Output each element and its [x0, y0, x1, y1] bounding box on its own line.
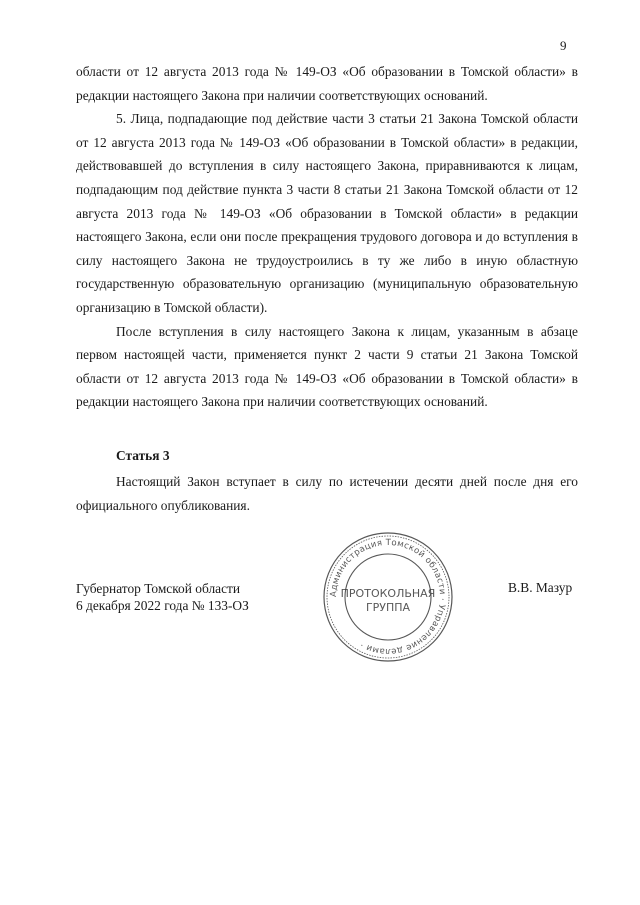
signature-block	[76, 580, 249, 614]
law-body-text	[76, 60, 578, 414]
seal-center-line-2: ГРУППА	[365, 601, 411, 614]
paragraph-item-5: 5. Лица, подпадающие под действие части 3 статьи 21 Закона Томской области от 12 августа 2013 года № 149-ОЗ «Об образовании в Томской области» в редакции, действовавшей до вступления в силу настоящего Закона, приравниваются к лицам, подпадающим под действие пункта 3 части 8 статьи 21 Закона Томской области от 12 августа 2013 года № 149-ОЗ «Об образовании в Томской области» в редакции настоящего Закона, если они после прекращения трудового договора и до вступления в силу настоящего Закона не трудоустроились в ту же либо в иную областную государственную образовательную организацию (муниципальную образовательную организацию в Томской области).	[76, 111, 578, 315]
official-seal-stamp	[321, 530, 455, 664]
article-3-heading: Статья 3	[116, 448, 170, 463]
paragraph-continuation: области от 12 августа 2013 года № 149-ОЗ «Об образовании в Томской области» в редакции настоящего Закона при наличии соответствующих оснований.	[76, 64, 578, 103]
article-3-text: Настоящий Закон вступает в силу по истечении десяти дней после дня его официального опубликования.	[76, 474, 578, 513]
paragraph-after-entry: После вступления в силу настоящего Закона к лицам, указанным в абзаце первом настоящей части, применяется пункт 2 части 9 статьи 21 Закона Томской области от 12 августа 2013 года № 149-ОЗ «Об образовании в Томской области» в редакции настоящего Закона при наличии соответствующих оснований.	[76, 323, 578, 410]
signatory-name: В.В. Мазур	[508, 580, 573, 595]
page-number: 9	[560, 38, 567, 53]
law-date-number: 6 декабря 2022 года № 133-ОЗ	[76, 598, 249, 613]
article-3-body	[76, 470, 578, 517]
seal-center-line-1: ПРОТОКОЛЬНАЯ	[340, 587, 436, 600]
seal-ring-text: Администрация Томской области · Управление делами ·	[328, 537, 448, 657]
signatory-title: Губернатор Томской области	[76, 581, 241, 596]
